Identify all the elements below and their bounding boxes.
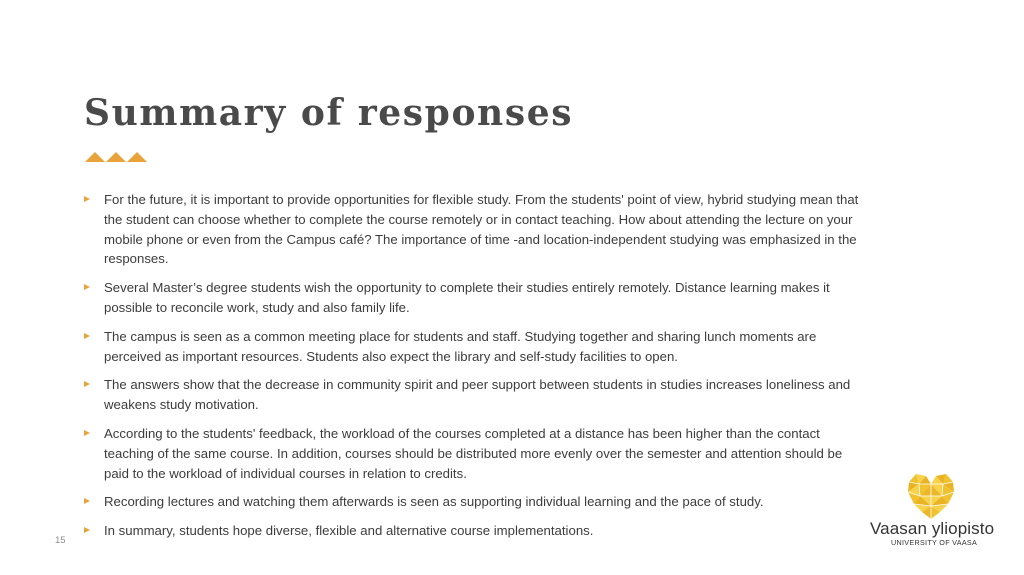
logo-subtitle: UNIVERSITY OF VAASA [891, 538, 978, 547]
bullet-arrow-icon [84, 381, 90, 387]
bullet-arrow-icon [84, 284, 90, 290]
bullet-item [84, 375, 864, 415]
bullet-text: Recording lectures and watching them afterwards is seen as supporting individual learning and the pace of study. [104, 494, 764, 510]
slide-title: Summary of responses [84, 92, 574, 134]
page-number: 15 [55, 535, 66, 546]
bullet-item [84, 327, 864, 367]
bullet-text: In summary, students hope diverse, flexible and alternative course implementations. [104, 523, 594, 539]
bullet-item [84, 278, 864, 318]
bullet-item [84, 521, 864, 541]
bullet-item [84, 190, 864, 269]
bullet-text: Several Master’s degree students wish the opportunity to complete their studies entirely remotely. Distance learning makes it possible to reconcile work, study and also family life. [104, 280, 830, 315]
bullet-text: The answers show that the decrease in community spirit and peer support between students in studies increases loneliness and weakens study motivation. [104, 377, 851, 413]
logo-name: Vaasan yliopisto [870, 519, 995, 538]
bullet-item [84, 492, 864, 512]
bullet-arrow-icon [84, 498, 90, 504]
bullet-text: The campus is seen as a common meeting place for students and staff. Studying together and sharing lunch moments are perceived as important resources. Students also expect the library and self-study facilities to open. [104, 328, 817, 364]
bullet-item [84, 424, 864, 483]
bullet-list [84, 190, 864, 550]
bullet-arrow-icon [84, 527, 90, 533]
university-logo [868, 472, 998, 552]
decorative-triangles-icon [85, 151, 149, 163]
bullet-arrow-icon [84, 196, 90, 202]
heart-mosaic-icon [906, 472, 956, 520]
bullet-arrow-icon [84, 333, 90, 339]
bullet-text: For the future, it is important to provide opportunities for flexible study. From the students' point of view, hybrid studying mean that the student can choose whether to complete the course remotely or in contact teaching. How about attending the lecture on your mobile phone or even from the Campus café? The importance of time -and location-independent studying was emphasized in the responses. [104, 192, 859, 267]
bullet-arrow-icon [84, 430, 90, 436]
bullet-text: According to the students' feedback, the workload of the courses completed at a distance has been higher than the contact teaching of the same course. In addition, courses should be distributed more evenly over the semester and attention should be paid to the workload of individual courses in relation to credits. [104, 425, 843, 481]
